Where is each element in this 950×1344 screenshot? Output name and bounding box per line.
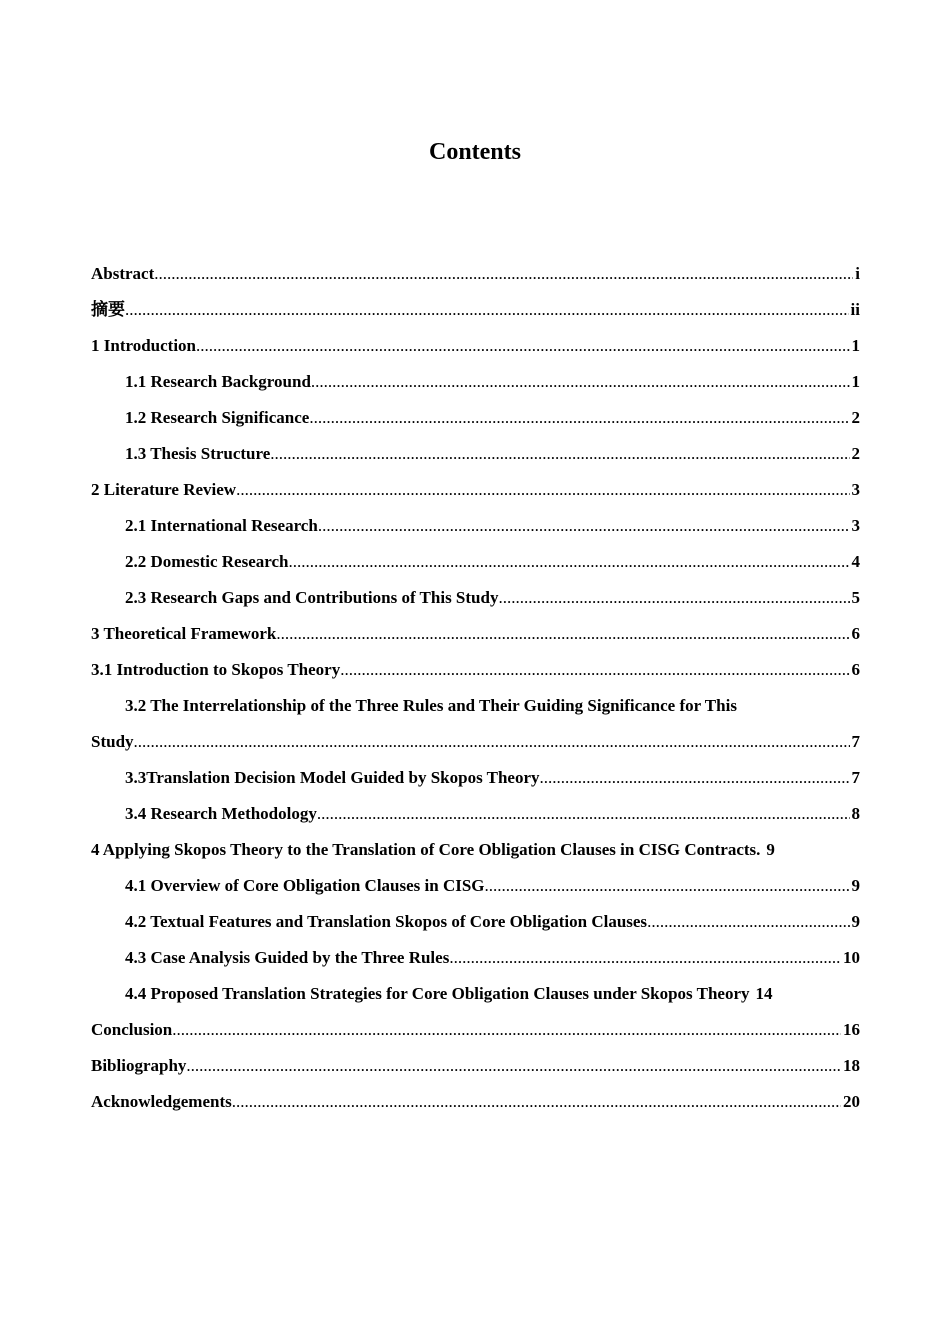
dot-leader [498,588,849,608]
toc-entry-page: 5 [851,588,860,607]
toc-entry-label: 2.1 International Research [125,516,318,535]
toc-entry-textual-features[interactable] [91,904,860,940]
toc-entry-page: 14 [755,984,773,1003]
toc-entry-label: 4.3 Case Analysis Guided by the Three Rules [125,948,450,967]
toc-entry-abstract[interactable] [91,256,860,292]
toc-entry-translation-strategies[interactable] [91,976,860,1012]
toc-entry-page: 10 [843,948,860,967]
toc-entry-page: 7 [851,768,860,787]
toc-entry-page: 20 [843,1092,860,1111]
toc-entry-page: 16 [843,1020,860,1039]
toc-entry-page: 3 [851,480,860,499]
toc-entry-label: 2.3 Research Gaps and Contributions of This Study [125,588,499,607]
toc-entry-decision-model[interactable] [91,760,860,796]
toc-entry-page: 4 [851,552,860,571]
dot-leader [318,516,850,536]
toc-entry-label: 1.2 Research Significance [125,408,310,427]
toc-entry-page: i [855,264,860,283]
toc-entry-page: 9 [766,840,775,859]
toc-entry-label: 3.4 Research Methodology [125,804,317,823]
toc-entry-research-background[interactable] [91,364,860,400]
toc-entry-page: 8 [851,804,860,823]
toc-entry-page: 6 [851,660,860,679]
toc-entry-page: 7 [851,732,860,751]
toc-entry-literature-review[interactable] [91,472,860,508]
toc-entry-page: 1 [851,372,860,391]
dot-leader [485,876,850,896]
dot-leader [340,660,849,680]
toc-entry-label: 1.1 Research Background [125,372,311,391]
toc-entry-conclusion[interactable] [91,1012,860,1048]
toc-entry-label: 4.1 Overview of Core Obligation Clauses in CISG [125,876,485,895]
toc-entry-page: ii [850,300,860,319]
toc-entry-page: 2 [851,444,860,463]
toc-entry-page: 3 [851,516,860,535]
toc-entry-overview-clauses[interactable] [91,868,860,904]
dot-leader [196,336,849,356]
toc-entry-three-rules-line2[interactable] [91,724,860,760]
dot-leader [309,408,849,428]
toc-entry-label: Bibliography [91,1056,187,1075]
dot-leader [186,1056,841,1076]
dot-leader [647,912,849,932]
toc-entry-bibliography[interactable] [91,1048,860,1084]
toc-entry-label: 3 Theoretical Framework [91,624,277,643]
dot-leader [270,444,849,464]
toc-entry-label: 2 Literature Review [91,480,237,499]
toc-entry-label: 1.3 Thesis Structure [125,444,271,463]
toc-entry-skopos-introduction[interactable] [91,652,860,688]
toc-entry-label: 4.4 Proposed Translation Strategies for Core Obligation Clauses under Skopos Theory [125,984,750,1003]
page-title: Contents [428,139,521,165]
toc-entry-label: Conclusion [91,1020,173,1039]
toc-entry-label: Study [91,732,134,751]
toc-entry-label: 4.2 Textual Features and Translation Skopos of Core Obligation Clauses [125,912,648,931]
toc-entry-page: 1 [851,336,860,355]
toc-entry-three-rules-line1[interactable] [91,688,860,724]
dot-leader [125,300,849,320]
toc-entry-case-analysis[interactable] [91,940,860,976]
dot-leader [311,372,850,392]
toc-entry-label: 摘要 [91,300,125,319]
table-of-contents [91,256,860,1120]
toc-entry-research-methodology[interactable] [91,796,860,832]
toc-entry-page: 2 [851,408,860,427]
dot-leader [134,732,850,752]
toc-entry-page: 9 [851,876,860,895]
toc-entry-international-research[interactable] [91,508,860,544]
dot-leader [317,804,850,824]
toc-entry-page: 9 [851,912,860,931]
toc-entry-applying-skopos[interactable] [91,832,860,868]
dot-leader [236,480,849,500]
toc-entry-label: Abstract [91,264,155,283]
toc-entry-theoretical-framework[interactable] [91,616,860,652]
dot-leader [289,552,850,572]
dot-leader [449,948,841,968]
dot-leader [154,264,853,284]
toc-entry-label: 3.1 Introduction to Skopos Theory [91,660,341,679]
toc-entry-domestic-research[interactable] [91,544,860,580]
toc-entry-page: 18 [843,1056,860,1075]
dot-leader [232,1092,841,1112]
toc-entry-label: 4 Applying Skopos Theory to the Translation of Core Obligation Clauses in CISG Contracts. [91,840,761,859]
dot-leader [276,624,849,644]
toc-entry-acknowledgements[interactable] [91,1084,860,1120]
toc-entry-research-significance[interactable] [91,400,860,436]
toc-entry-label: 1 Introduction [91,336,197,355]
toc-entry-label: 2.2 Domestic Research [125,552,289,571]
dot-leader [540,768,850,788]
toc-entry-thesis-structure[interactable] [91,436,860,472]
toc-entry-label: 3.2 The Interrelationship of the Three Rules and Their Guiding Significance for This [125,696,737,715]
toc-entry-introduction[interactable] [91,328,860,364]
toc-entry-chinese-abstract[interactable] [91,292,860,328]
toc-entry-label: Acknowledgements [91,1092,232,1111]
dot-leader [172,1020,841,1040]
toc-entry-page: 6 [851,624,860,643]
toc-entry-label: 3.3Translation Decision Model Guided by Skopos Theory [125,768,540,787]
toc-entry-research-gaps[interactable] [91,580,860,616]
